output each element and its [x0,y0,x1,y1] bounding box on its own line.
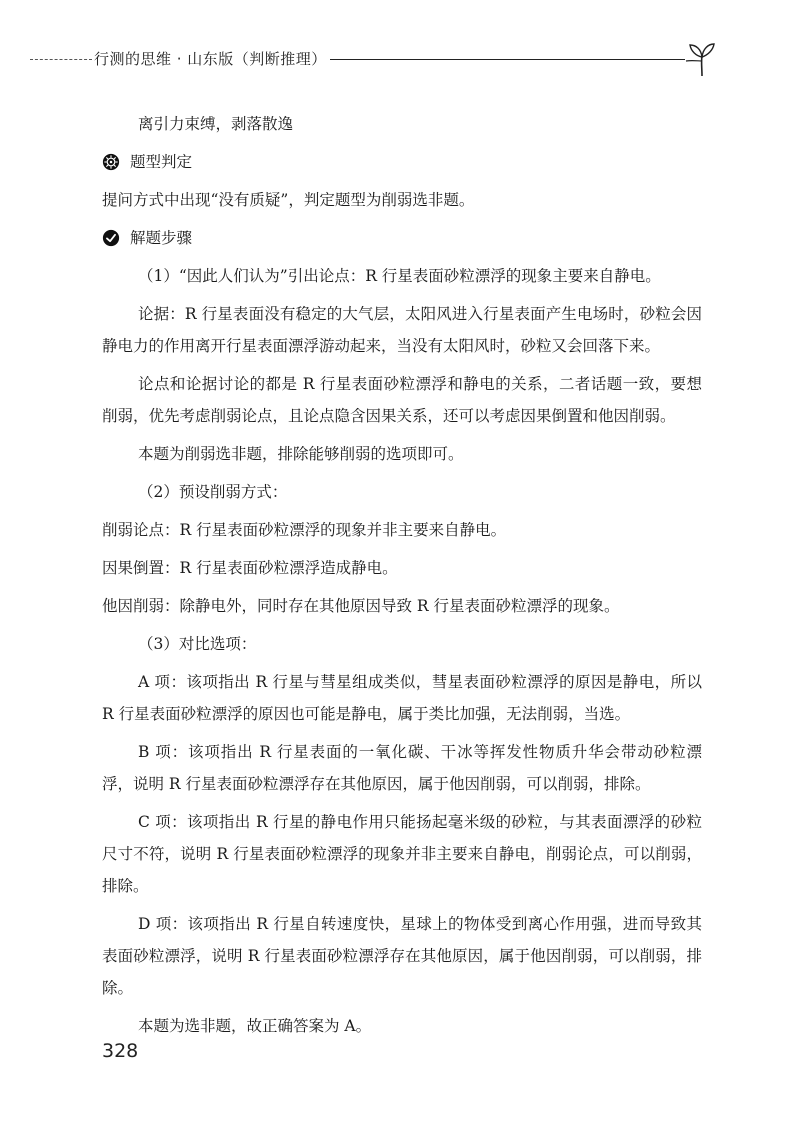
paragraph-answer: 本题为选非题，故正确答案为 A。 [138,1017,372,1035]
paragraph-evidence: 论据：R 行星表面没有稳定的大气层，太阳风进入行星表面产生电场时，砂粒会因静电力的作用离开行星表面漂浮游动起来，当没有太阳风时，砂粒又会回落下来。 [102,305,702,355]
running-header [30,40,720,80]
section-label-steps: 解题步骤 [130,229,193,247]
paragraph-reverse-causation: 因果倒置：R 行星表面砂粒漂浮造成静电。 [102,559,398,577]
paragraph-weaken-argument: 削弱论点：R 行星表面砂粒漂浮的现象并非主要来自静电。 [102,521,507,539]
gear-flower-icon [102,153,120,171]
header-dash-line [30,59,92,60]
paragraph-type-judgement: 提问方式中出现“没有质疑”，判定题型为削弱选非题。 [102,191,475,209]
section-heading-type [102,146,702,178]
paragraph-option-d: D 项：该项指出 R 行星自转速度快，星球上的物体受到离心作用强，进而导致其表面砂粒漂浮，说明 R 行星表面砂粒漂浮存在其他原因，属于他因削弱，可以削弱，排除。 [102,915,702,997]
paragraph-question-type: 本题为削弱选非题，排除能够削弱的选项即可。 [138,445,464,463]
continued-line: 离引力束缚，剥落散逸 [138,115,294,133]
page-number: 328 [102,1040,139,1062]
paragraph-step1: （1）“因此人们认为”引出论点：R 行星表面砂粒漂浮的现象主要来自静电。 [138,267,661,285]
paragraph-option-c: C 项：该项指出 R 行星的静电作用只能扬起毫米级的砂粒，与其表面漂浮的砂粒尺寸不符，说明 R 行星表面砂粒漂浮的现象并非主要来自静电，削弱论点，可以削弱，排除。 [102,813,702,895]
checkmark-circle-icon [102,229,120,247]
paragraph-analysis: 论点和论据讨论的都是 R 行星表面砂粒漂浮和静电的关系，二者话题一致，要想削弱，优先考虑削弱论点，且论点隐含因果关系，还可以考虑因果倒置和他因削弱。 [102,375,702,425]
page-content [102,108,702,1048]
paragraph-step2: （2）预设削弱方式： [138,483,288,501]
header-rule [330,59,685,60]
header-title: 行测的思维 · 山东版（判断推理） [94,50,327,68]
section-heading-steps [102,222,702,254]
paragraph-step3: （3）对比选项： [138,635,257,653]
section-label-type: 题型判定 [130,153,193,171]
paragraph-option-a: A 项：该项指出 R 行星与彗星组成类似，彗星表面砂粒漂浮的原因是静电，所以 R 行星表面砂粒漂浮的原因也可能是静电，属于类比加强，无法削弱，当选。 [102,673,702,723]
paragraph-other-cause: 他因削弱：除静电外，同时存在其他原因导致 R 行星表面砂粒漂浮的现象。 [102,597,620,615]
sprout-icon [682,40,722,80]
paragraph-option-b: B 项：该项指出 R 行星表面的一氧化碳、干冰等挥发性物质升华会带动砂粒漂浮，说明 R 行星表面砂粒漂浮存在其他原因，属于他因削弱，可以削弱，排除。 [102,743,702,793]
